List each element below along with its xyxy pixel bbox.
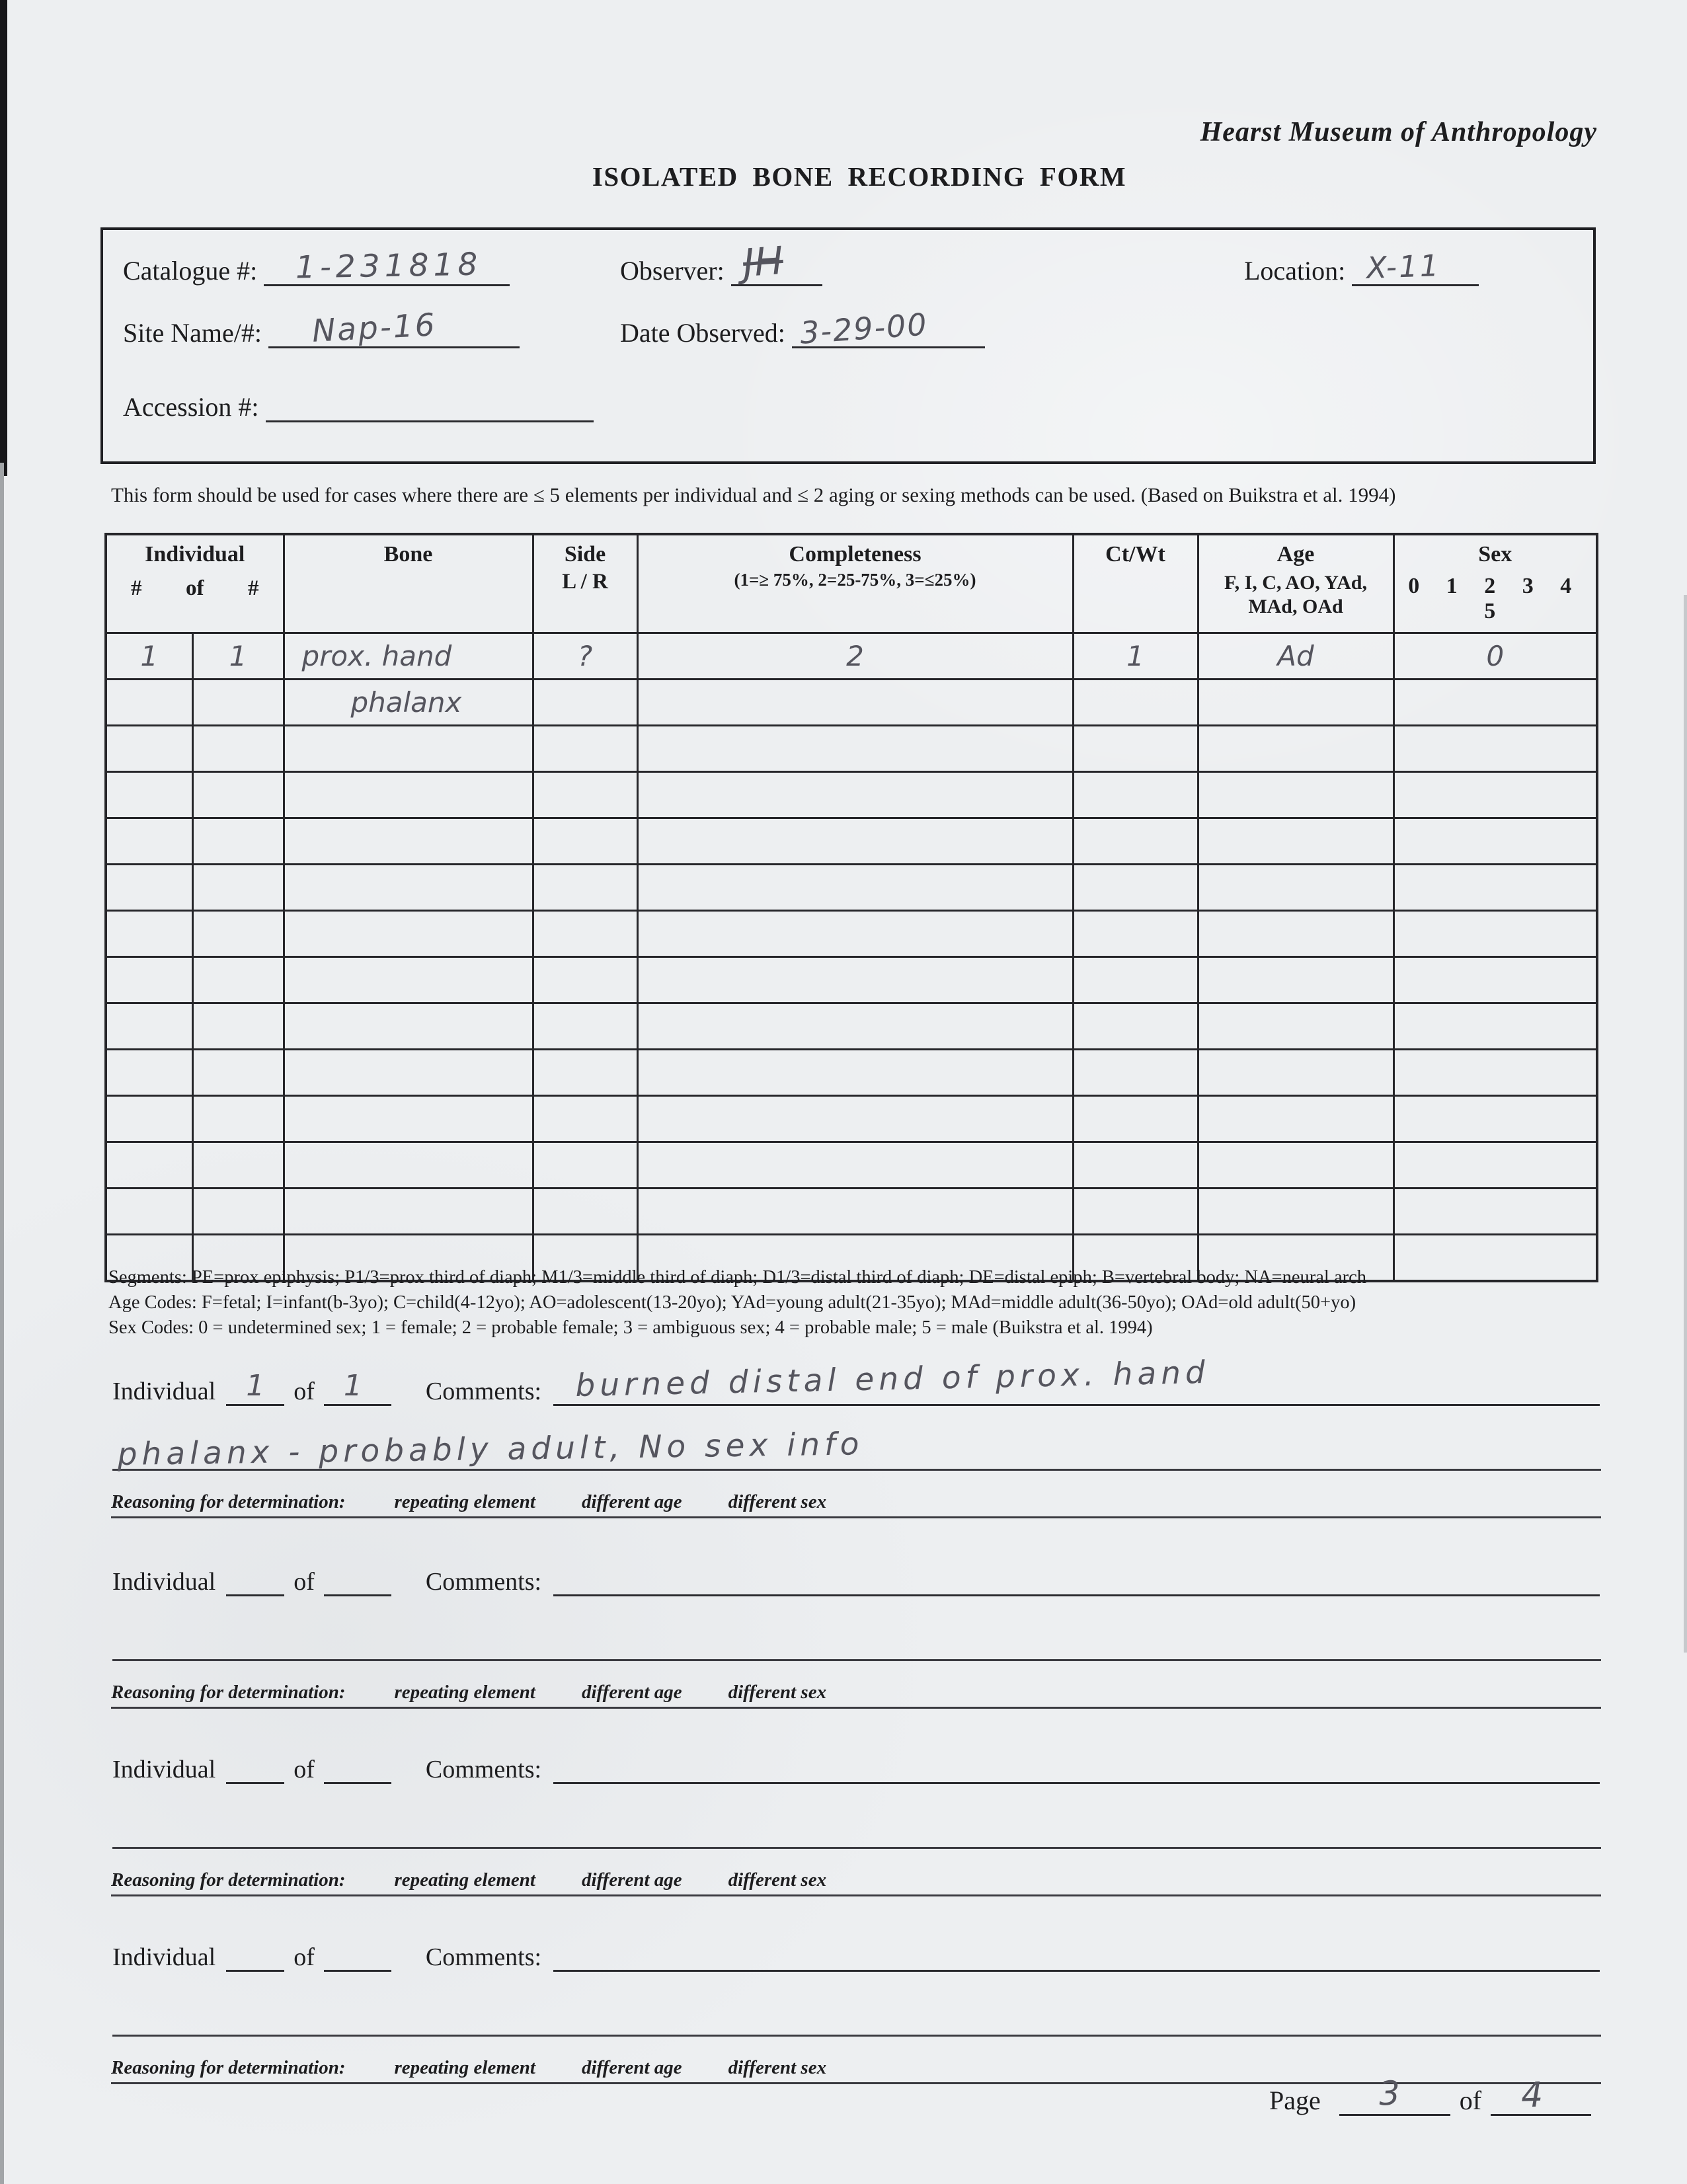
location-value-handwritten: X-11 [1366, 248, 1442, 286]
table-cell [1073, 1189, 1198, 1235]
date-value-handwritten: 3-29-00 [799, 306, 929, 351]
page-number-underline [1339, 2074, 1450, 2116]
date-observed-field [620, 306, 985, 351]
accession-field [123, 386, 594, 422]
reasoning-option-repeating-element: repeating element [394, 1491, 535, 1512]
table-cell [1393, 865, 1597, 911]
table-cell [106, 1003, 192, 1050]
accession-underline [266, 386, 594, 422]
comment-line2-handwritten: phalanx - probably adult, No sex info [117, 1426, 864, 1473]
comment-line1-handwritten: burned distal end of prox. hand [574, 1354, 1210, 1404]
table-row [106, 1050, 1597, 1096]
table-cell [284, 1003, 533, 1050]
table-cell [533, 1050, 637, 1096]
form-title: ISOLATED BONE RECORDING FORM [592, 161, 1127, 192]
table-cell: 1 [106, 633, 192, 680]
table-cell [1073, 680, 1198, 726]
column-header-individual: Individual # of # [106, 534, 284, 633]
table-row [106, 1003, 1597, 1050]
comments-continuation-line [112, 1998, 1601, 2037]
table-cell [192, 1189, 284, 1235]
table-cell: Ad [1198, 633, 1393, 680]
comments-label: Comments: [425, 1378, 542, 1405]
page-number-footer [1269, 2074, 1591, 2116]
table-cell [1393, 726, 1597, 772]
table-cell [192, 1096, 284, 1142]
age-codes-key: Age Codes: F=fetal; I=infant(b-3yo); C=child(4-12yo); AO=adolescent(13-20yo); YAd=young adult(21-35yo); MAd=middle adult(36-50yo); OAd=old adult(50+yo) [108, 1292, 1356, 1313]
table-cell [1073, 957, 1198, 1003]
table-cell [106, 818, 192, 865]
table-cell [1198, 1142, 1393, 1189]
table-cell [106, 911, 192, 957]
table-row [106, 680, 1597, 726]
page-of-label: of [1459, 2086, 1482, 2115]
table-cell [637, 957, 1073, 1003]
table-cell [533, 1003, 637, 1050]
reasoning-option-different-sex: different sex [728, 1491, 827, 1512]
table-cell [192, 680, 284, 726]
table-cell [284, 1050, 533, 1096]
location-underline [1352, 250, 1479, 286]
table-cell [1393, 1096, 1597, 1142]
table-row [106, 726, 1597, 772]
catalogue-label: Catalogue #: [123, 256, 258, 286]
table-cell [106, 1142, 192, 1189]
location-field [1244, 250, 1479, 286]
table-header-row [106, 534, 1597, 633]
table-cell [284, 957, 533, 1003]
table-cell [533, 957, 637, 1003]
site-value-handwritten: Nap-16 [311, 307, 438, 350]
table-cell [637, 680, 1073, 726]
table-cell: prox. hand [284, 633, 533, 680]
table-cell [1073, 1096, 1198, 1142]
table-cell [192, 772, 284, 818]
table-cell [1393, 911, 1597, 957]
column-header-completeness: Completeness (1=≥ 75%, 2=25-75%, 3=≤25%) [637, 534, 1073, 633]
table-cell [1198, 865, 1393, 911]
column-header-sex: Sex 0 1 2 3 4 5 [1393, 534, 1597, 633]
table-cell [637, 726, 1073, 772]
catalogue-field [123, 246, 510, 286]
individual-comments-section-2: Individual of Comments: Reasoning for determination: repeating element different age different sex [0, 1549, 1687, 1740]
individual-total-underline [324, 1935, 391, 1972]
location-label: Location: [1244, 256, 1346, 286]
catalogue-value-handwritten: 1-231818 [295, 246, 483, 286]
table-cell [284, 911, 533, 957]
individual-comments-section-3: Individual of Comments: Reasoning for determination: repeating element different age different sex [0, 1737, 1687, 1928]
column-header-side: Side L / R [533, 534, 637, 633]
reasoning-row: Reasoning for determination: repeating element different age different sex [111, 1869, 1601, 1896]
individual-total-underline [324, 1560, 391, 1596]
comments-underline [553, 1560, 1600, 1596]
table-cell [192, 957, 284, 1003]
individual-number-underline [226, 1560, 284, 1596]
table-cell: 1 [192, 633, 284, 680]
site-underline [268, 307, 520, 350]
table-cell [1198, 957, 1393, 1003]
page-number-handwritten: 3 [1378, 2074, 1401, 2113]
form-instruction-text: This form should be used for cases where there are ≤ 5 elements per individual and ≤ 2 aging or sexing methods can be used. (Based on Buikstra et al. 1994) [111, 483, 1396, 506]
table-cell [284, 865, 533, 911]
table-cell [1393, 1003, 1597, 1050]
comments-continuation-line [112, 1622, 1601, 1661]
table-row [106, 1096, 1597, 1142]
observer-field [620, 237, 822, 286]
table-cell: 0 [1393, 633, 1597, 680]
table-cell [106, 680, 192, 726]
table-cell [1393, 818, 1597, 865]
table-cell [637, 1096, 1073, 1142]
table-cell [533, 911, 637, 957]
table-cell [192, 911, 284, 957]
table-cell [192, 1050, 284, 1096]
table-cell [1073, 1142, 1198, 1189]
table-cell [637, 1189, 1073, 1235]
table-cell [1198, 680, 1393, 726]
bone-recording-table [104, 533, 1598, 1282]
table-cell [192, 1003, 284, 1050]
reasoning-option-different-age: different age [581, 1491, 682, 1512]
table-cell [1393, 680, 1597, 726]
date-observed-label: Date Observed: [620, 318, 785, 348]
table-cell [533, 726, 637, 772]
table-cell [533, 1096, 637, 1142]
table-cell [1198, 818, 1393, 865]
table-cell [284, 1142, 533, 1189]
table-cell [533, 865, 637, 911]
comments-underline [553, 1748, 1600, 1784]
table-cell [1393, 1142, 1597, 1189]
sex-codes-key: Sex Codes: 0 = undetermined sex; 1 = female; 2 = probable female; 3 = ambiguous sex; 4 = probable male; 5 = male (Buikstra et al. 1994) [108, 1317, 1153, 1338]
comments-underline [553, 1354, 1600, 1406]
accession-label: Accession #: [123, 392, 259, 422]
table-cell [1073, 1050, 1198, 1096]
table-cell [1198, 1189, 1393, 1235]
individual-number-underline [226, 1748, 284, 1784]
page-total-handwritten: 4 [1520, 2075, 1544, 2116]
table-cell: 2 [637, 633, 1073, 680]
table-cell [637, 1142, 1073, 1189]
table-row [106, 1189, 1597, 1235]
observer-label: Observer: [620, 256, 725, 286]
table-cell: phalanx [284, 680, 533, 726]
column-header-ctwt: Ct/Wt [1073, 534, 1198, 633]
individual-comments-section-4: Individual of Comments: Reasoning for determination: repeating element different age different sex [0, 1925, 1687, 2115]
table-cell [192, 726, 284, 772]
header-info-box [100, 227, 1596, 464]
table-cell [1073, 1003, 1198, 1050]
catalogue-underline [264, 246, 510, 286]
comments-underline [553, 1935, 1600, 1972]
table-row [106, 911, 1597, 957]
table-cell: 1 [1073, 633, 1198, 680]
table-cell [533, 680, 637, 726]
observer-signature-handwritten: JH [741, 237, 785, 286]
table-cell [1073, 865, 1198, 911]
table-cell [1393, 772, 1597, 818]
table-cell [1393, 1189, 1597, 1235]
table-row [106, 957, 1597, 1003]
table-cell [1393, 1050, 1597, 1096]
museum-name: Hearst Museum of Anthropology [1200, 117, 1597, 147]
page-total-underline [1491, 2075, 1591, 2116]
table-cell [637, 911, 1073, 957]
table-cell [1198, 726, 1393, 772]
table-cell [106, 772, 192, 818]
bone-table-body [106, 633, 1597, 1282]
table-cell [637, 818, 1073, 865]
comments-continuation-line [112, 1426, 1601, 1473]
table-row [106, 1142, 1597, 1189]
table-cell [284, 1189, 533, 1235]
table-cell [192, 1142, 284, 1189]
table-cell [637, 1050, 1073, 1096]
table-cell [106, 1189, 192, 1235]
table-cell [533, 1142, 637, 1189]
reasoning-row: Reasoning for determination: repeating element different age different sex [111, 2057, 1601, 2084]
date-underline [792, 306, 985, 351]
table-cell [1073, 911, 1198, 957]
table-cell [106, 957, 192, 1003]
table-cell [1393, 957, 1597, 1003]
table-cell [1198, 911, 1393, 957]
table-cell [106, 726, 192, 772]
segments-key: Segments: PE=prox epiphysis; P1/3=prox third of diaph; M1/3=middle third of diaph; D1/3=distal third of diaph; DE=distal epiph; B=vertebral body; NA=neural arch [108, 1267, 1367, 1288]
table-cell [284, 772, 533, 818]
table-row [106, 633, 1597, 680]
table-cell: ? [533, 633, 637, 680]
site-label: Site Name/#: [123, 318, 262, 348]
table-cell [284, 1096, 533, 1142]
individual-total-handwritten: 1 [343, 1369, 362, 1403]
table-cell [106, 1050, 192, 1096]
reasoning-row: Reasoning for determination: repeating element different age different sex [111, 1682, 1601, 1709]
table-cell [1073, 818, 1198, 865]
table-cell [192, 818, 284, 865]
table-row [106, 818, 1597, 865]
table-cell [1073, 726, 1198, 772]
observer-underline [731, 237, 822, 286]
table-cell [284, 726, 533, 772]
table-cell [637, 772, 1073, 818]
comments-continuation-line [112, 1810, 1601, 1849]
individual-label: Individual [112, 1378, 216, 1405]
table-cell [533, 1189, 637, 1235]
page-label: Page [1269, 2086, 1321, 2115]
table-cell [533, 818, 637, 865]
table-cell [1198, 772, 1393, 818]
table-row [106, 772, 1597, 818]
scan-edge-artifact [0, 0, 7, 476]
table-cell [1198, 1003, 1393, 1050]
table-cell [106, 1096, 192, 1142]
individual-number-underline [226, 1935, 284, 1972]
reasoning-label: Reasoning for determination: [111, 1491, 346, 1512]
of-label: of [294, 1378, 315, 1405]
table-cell [637, 865, 1073, 911]
individual-comments-section-1 [0, 1354, 1687, 1549]
column-header-bone: Bone [284, 534, 533, 633]
table-cell [533, 772, 637, 818]
individual-number-handwritten: 1 [246, 1369, 265, 1403]
column-header-age: Age F, I, C, AO, YAd, MAd, OAd [1198, 534, 1393, 633]
table-cell [284, 818, 533, 865]
code-key-footnotes [108, 1265, 1609, 1341]
table-cell [1073, 772, 1198, 818]
site-field [123, 307, 520, 350]
reasoning-row [111, 1491, 1601, 1518]
individual-total-underline [324, 1748, 391, 1784]
table-cell [1198, 1050, 1393, 1096]
table-row [106, 865, 1597, 911]
individual-number-underline [226, 1370, 284, 1406]
table-cell [192, 865, 284, 911]
table-cell [1198, 1096, 1393, 1142]
table-cell [637, 1003, 1073, 1050]
individual-total-underline [324, 1370, 391, 1406]
table-cell [106, 865, 192, 911]
